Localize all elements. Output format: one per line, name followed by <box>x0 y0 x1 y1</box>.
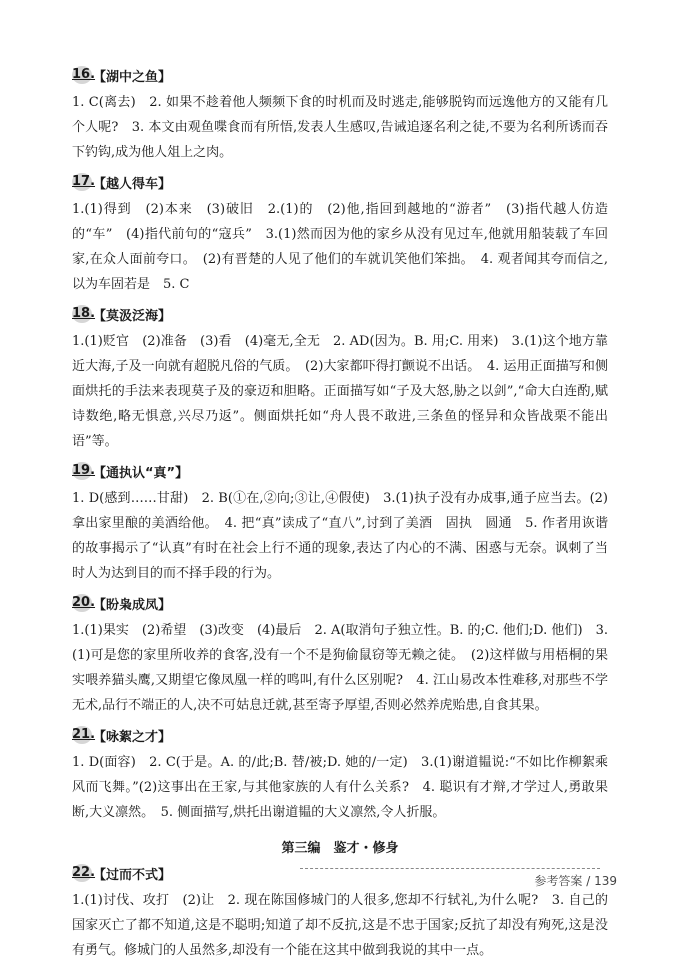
section-title: 【越人得车】 <box>93 176 172 192</box>
section-number: 16. <box>72 67 96 82</box>
section-21 <box>72 724 608 825</box>
section-title: 【盼枭成凤】 <box>93 597 172 613</box>
footer-rule <box>300 868 600 870</box>
section-title: 【过而不式】 <box>93 867 172 883</box>
section-body: 1.(1)讨伐、攻打 (2)让 2. 现在陈国修城门的人很多,您却不行轼礼,为什么呢? 3. 自己的国家灭亡了都不知道,这是不聪明;知道了却不反抗,这是不忠于国家;反抗了却没有殉死,这是没有勇气。修城门的人虽然多,却没有一个能在这其中做到我说的其中一点。 <box>72 893 608 958</box>
section-body: 1.(1)贬官 (2)准备 (3)看 (4)毫无,全无 2. AD(因为。B. 用;C. 用来) 3.(1)这个地方靠近大海,子及一向就有超脱凡俗的气质。 (2)大家都吓得打颤说不出话。 4. 运用正面描写和侧面烘托的手法来表现莫子及的豪迈和胆略。正面描写如“子及大怒,胁之以剑”,“命大白连酌,赋诗数绝,略无惧意,兴尽乃返”。侧面烘托如“舟人畏不敢进,三条鱼的怪异和众皆战栗不能出语”等。 <box>72 334 608 449</box>
section-number: 18. <box>72 306 96 321</box>
section-17 <box>72 171 608 297</box>
section-title: 【通执认“真”】 <box>93 465 189 481</box>
section-number: 22. <box>72 865 96 880</box>
section-body: 1. D(感到……甘甜) 2. B(①在,②向;③让,④假使) 3.(1)执子没有办成事,通子应当去。(2)拿出家里酿的美酒给他。 4. 把“真”读成了“直八”,讨到了美酒 固执 圆通 5. 作者用诙谐的故事揭示了“认真”有时在社会上行不通的现象,表达了内心的不满、困惑与无奈。讽刺了当时人为达到目的而不择手段的行为。 <box>72 491 608 581</box>
section-body: 1. C(离去) 2. 如果不趁着他人频频下食的时机而及时逃走,能够脱钩而远逸他方的又能有几个人呢? 3. 本文由观鱼喋食而有所悟,发表人生感叹,告诫追逐名利之徒,不要为名利所诱而吞下钓钩,成为他人俎上之肉。 <box>72 95 608 160</box>
part-heading: 第三编 鉴才・修身 <box>281 841 399 856</box>
page-number-label: 参考答案 / 139 <box>534 874 617 888</box>
section-title: 【莫汲泛海】 <box>93 308 172 324</box>
section-number: 20. <box>72 595 96 610</box>
section-22 <box>72 862 608 963</box>
answer-page <box>72 64 608 969</box>
section-18 <box>72 303 608 454</box>
section-body: 1. D(面容) 2. C(于是。A. 的/此;B. 替/被;D. 她的/一定) 3.(1)谢道韫说:“不如比作柳絮乘风而飞舞。”(2)这事出在王家,与其他家族的人有什么关系? 4. 聪识有才辩,才学过人,勇敢果断,大义凛然。 5. 侧面描写,烘托出谢道韫的大义凛然,令人折服。 <box>72 755 608 820</box>
section-20 <box>72 592 608 718</box>
section-number: 17. <box>72 174 96 189</box>
section-19 <box>72 460 608 586</box>
section-16 <box>72 64 608 165</box>
section-title: 【咏絮之才】 <box>93 729 172 745</box>
section-title: 【湖中之鱼】 <box>93 69 172 85</box>
section-number: 21. <box>72 727 96 742</box>
section-number: 19. <box>72 463 96 478</box>
section-body: 1.(1)得到 (2)本来 (3)破旧 2.(1)的 (2)他,指回到越地的“游者” (3)指代越人仿造的“车” (4)指代前句的“寇兵” 3.(1)然而因为他的家乡从没有见过车,他就用船装载了车回家,在众人面前夸口。 (2)有晋楚的人见了他们的车就讥笑他们笨拙。 4. 观者闻其夸而信之,以为车固若是 5. C <box>72 202 608 292</box>
section-body: 1.(1)果实 (2)希望 (3)改变 (4)最后 2. A(取消句子独立性。B. 的;C. 他们;D. 他们) 3.(1)可是您的家里所收养的食客,没有一个不是狗偷鼠窃等无赖之徒。 (2)这样做与用梧桐的果实喂养猫头鹰,又期望它像凤凰一样的鸣叫,有什么区别呢? 4. 江山易改本性难移,对那些不学无术,品行不端正的人,决不可姑息迁就,甚至寄予厚望,否则必然养虎贻患,自食其果。 <box>72 623 608 713</box>
